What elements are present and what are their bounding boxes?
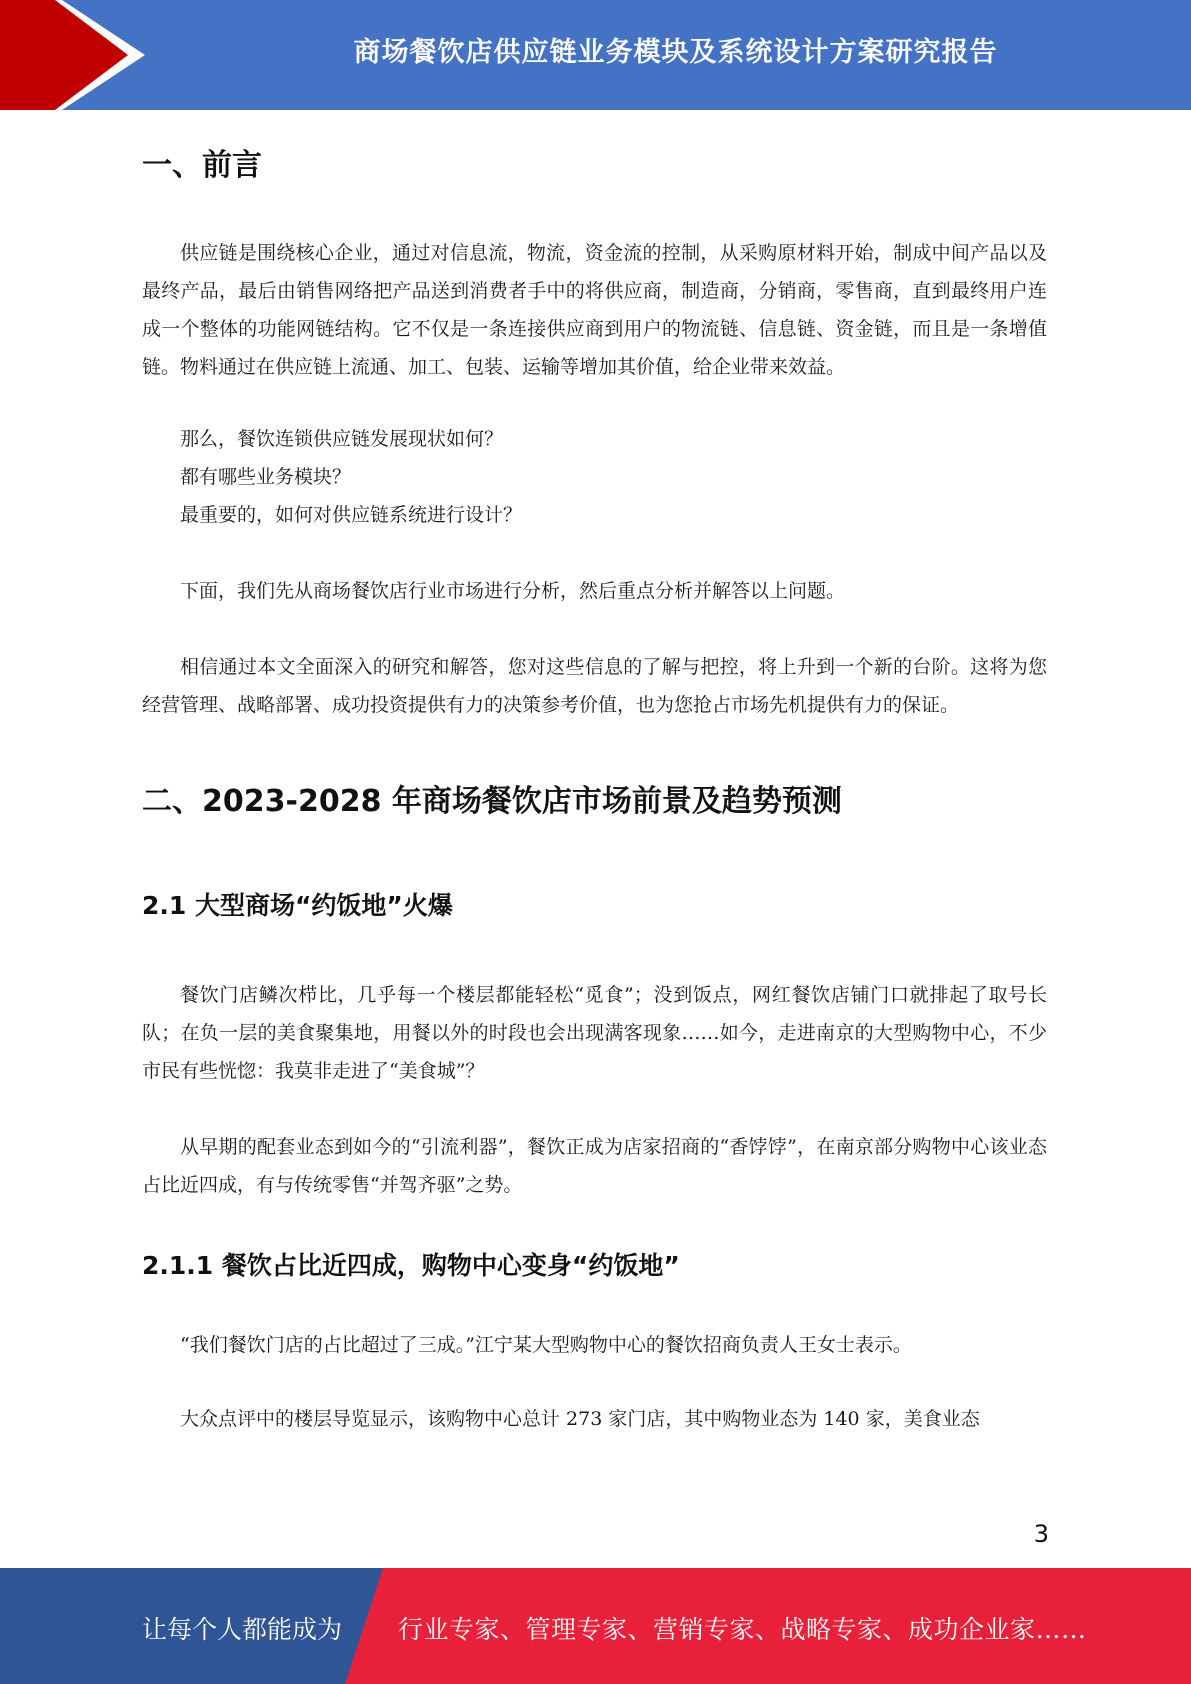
subsection-2-1-paragraph-2: 从早期的配套业态到如今的“引流利器”，餐饮正成为店家招商的“香饽饽”，在南京部分购物中心该业态占比近四成，有与传统零售“并驾齐驱”之势。: [142, 1136, 1047, 1196]
footer-slogan-right: 行业专家、管理专家、营销专家、战略专家、成功企业家……: [398, 1615, 1087, 1644]
subsection-heading-2-1-1: 2.1.1 餐饮占比近四成，购物中心变身“约饭地”: [142, 1251, 680, 1280]
preface-questions: [142, 420, 1047, 534]
section-heading-preface: 一、前言: [142, 148, 262, 183]
preface-paragraph-1: 供应链是围绕核心企业，通过对信息流，物流，资金流的控制，从采购原材料开始，制成中间产品以及最终产品，最后由销售网络把产品送到消费者手中的将供应商，制造商，分销商，零售商，直到最终用户连成一个整体的功能网链结构。它不仅是一条连接供应商到用户的物流链、信息链、资金链，而且是一条增值链。物料通过在供应链上流通、加工、包装、运输等增加其价值，给企业带来效益。: [142, 242, 1047, 378]
subsection-2-1-1-paragraph-2: 大众点评中的楼层导览显示，该购物中心总计 273 家门店，其中购物业态为 140 家，美食业态: [180, 1408, 980, 1430]
preface-paragraph-3: 相信通过本文全面深入的研究和解答，您对这些信息的了解与把控，将上升到一个新的台阶。这将为您经营管理、战略部署、成功投资提供有力的决策参考价值，也为您抢占市场先机提供有力的保证。: [142, 656, 1047, 716]
page-footer: [0, 1568, 1191, 1684]
document-body: [142, 130, 1047, 1438]
header-arrow-icon: [0, 0, 160, 110]
subsection-heading-2-1: 2.1 大型商场“约饭地”火爆: [142, 891, 453, 920]
page-header: [0, 0, 1191, 110]
subsection-2-1-1-paragraph-1: “我们餐饮门店的占比超过了三成。”江宁某大型购物中心的餐饮招商负责人王女士表示。: [180, 1334, 912, 1356]
preface-paragraph-2: 下面，我们先从商场餐饮店行业市场进行分析，然后重点分析并解答以上问题。: [180, 580, 846, 602]
subsection-2-1-paragraph-1: 餐饮门店鳞次栉比，几乎每一个楼层都能轻松“觅食”；没到饭点，网红餐饮店铺门口就排起了取号长队；在负一层的美食聚集地，用餐以外的时段也会出现满客现象……如今，走进南京的大型购物中心，不少市民有些恍惚：我莫非走进了“美食城”？: [142, 984, 1047, 1082]
footer-slogan-left: 让每个人都能成为: [142, 1615, 343, 1644]
report-title: 商场餐饮店供应链业务模块及系统设计方案研究报告: [353, 37, 998, 68]
question-3: 最重要的，如何对供应链系统进行设计？: [180, 504, 523, 526]
question-2: 都有哪些业务模块？: [180, 466, 352, 488]
section-heading-market-forecast: 二、2023-2028 年商场餐饮店市场前景及趋势预测: [142, 784, 842, 819]
page-number: 3: [1033, 1520, 1049, 1548]
question-1: 那么，餐饮连锁供应链发展现状如何？: [180, 428, 504, 450]
